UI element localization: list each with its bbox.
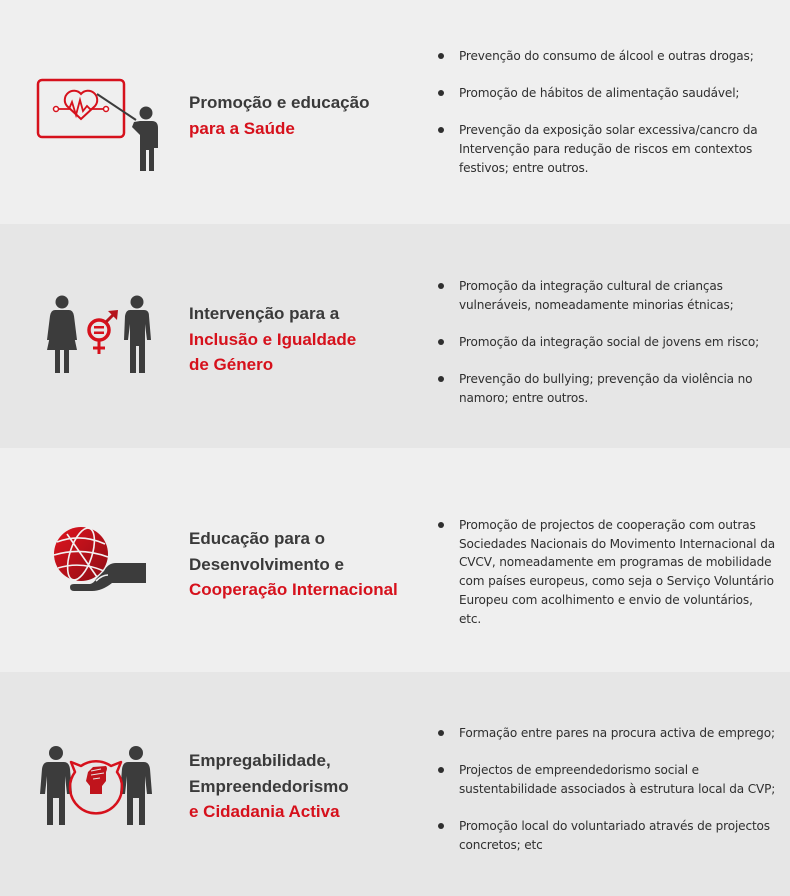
- presenter-heart-board-icon: [36, 78, 162, 174]
- list-item: Promoção de hábitos de alimentação saudável;: [437, 84, 777, 103]
- gender-equality-icon: [45, 292, 157, 376]
- list-item: Promoção local do voluntariado através de projectos concretos; etc: [437, 817, 777, 854]
- people-fist-speech-icon: [38, 744, 156, 828]
- list-item: Promoção da integração cultural de crianças vulneráveis, nomeadamente minorias étnicas;: [437, 277, 777, 314]
- bullet-list: [437, 516, 777, 647]
- list-item: Promoção da integração social de jovens em risco;: [437, 333, 777, 352]
- globe-in-hand-icon: [52, 525, 148, 597]
- list-item: Projectos de empreendedorismo social e sustentabilidade associados à estrutura local da CVP;: [437, 761, 777, 798]
- section-title: Promoção e educação para a Saúde: [189, 93, 370, 138]
- section-gender-equality: [0, 224, 790, 448]
- section-health-promotion: [0, 0, 790, 224]
- bullet-list: [437, 724, 777, 873]
- list-item: Prevenção do consumo de álcool e outras drogas;: [437, 47, 777, 66]
- list-item: Prevenção do bullying; prevenção da violência no namoro; entre outros.: [437, 370, 777, 407]
- bullet-list: [437, 47, 777, 196]
- section-employability: [0, 672, 790, 896]
- section-international-cooperation: [0, 448, 790, 672]
- list-item: Promoção de projectos de cooperação com outras Sociedades Nacionais do Movimento Internacional da CVCV, nomeadamente em programas de mobilidade com países europeus, como seja o Serviço Voluntário Europeu com acolhimento e envio de voluntários, etc.: [437, 516, 777, 628]
- section-title: Empregabilidade, Empreendedorismo e Cidadania Activa: [189, 751, 349, 821]
- section-title: Intervenção para a Inclusão e Igualdade de Género: [189, 304, 357, 374]
- bullet-list: [437, 277, 777, 426]
- section-title: Educação para o Desenvolvimento e Cooperação Internacional: [189, 529, 398, 599]
- list-item: Formação entre pares na procura activa de emprego;: [437, 724, 777, 743]
- list-item: Prevenção da exposição solar excessiva/cancro da Intervenção para redução de riscos em contextos festivos; entre outros.: [437, 121, 777, 177]
